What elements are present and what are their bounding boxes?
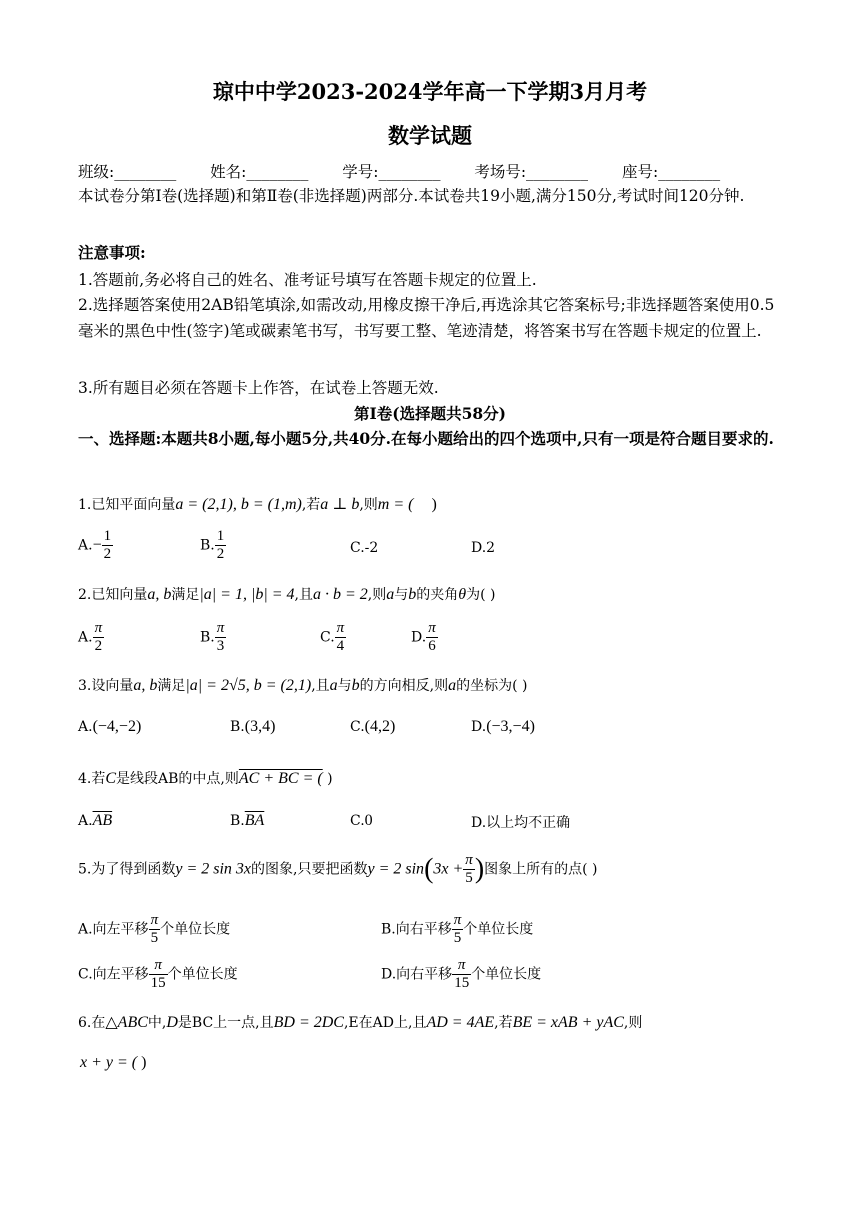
option-label: C. [320,629,335,646]
option-label: A.向左平移 [78,921,149,938]
option-label: B.向右平移 [381,921,452,938]
q2-stem-text: 满足 [171,587,200,603]
fraction-numerator: π [428,620,436,636]
q2-stem-text: 的夹角 [416,587,459,603]
q6-stem-math: D [166,1014,178,1031]
option-tail: 个单位长度 [463,921,534,938]
q1-stem-text: ) [431,496,437,513]
option-label: A. [78,629,93,646]
q1-option-b[interactable] [200,528,226,563]
q6-stem-text: 6.在 [78,1015,106,1031]
q4-stem-text: 是线段AB的中点,则 [116,771,239,787]
q4-option-a[interactable] [78,812,112,830]
option-fraction [452,957,471,992]
class-field[interactable]: 班级:________ [78,163,177,181]
notes-heading: 注意事项: [78,243,146,262]
q6-stem-text: ) [137,1054,147,1071]
q2-stem-text: ,且 [294,587,313,603]
q1-option-c[interactable]: C.-2 [350,540,379,556]
subject-title: 数学试题 [388,123,472,148]
fraction-denominator: 15 [150,975,166,991]
q3-option-b[interactable] [230,718,275,736]
option-label: C.向左平移 [78,966,149,983]
q2-stem-math: a [386,586,395,603]
q2-stem-math: |a| = 1, |b| = 4 [199,586,295,603]
option-value: $\overline{BA}$ [244,812,265,829]
q4-option-d[interactable]: D.以上均不正确 [471,815,571,831]
option-fraction [335,620,347,655]
fraction-numerator: π [216,620,225,636]
seat-field[interactable]: 座号:________ [621,163,721,181]
q1-stem-math: a = (2,1), b = (1,m) [175,496,302,513]
q1-stem-text: ,则 [359,497,378,513]
question-4 [78,768,333,788]
q1-stem-math: m = ( [377,496,414,513]
exam-room-field[interactable]: 考场号:________ [474,163,589,181]
note-item: 2.选择题答案使用2AB铅笔填涂,如需改动,用橡皮擦干净后,再选涂其它答案标号;非选择题答案使用0.5毫米的黑色中性(签字)笔或碳素笔书写，书写要工整、笔迹清楚，将答案书写在答题卡规定的位置上. [78,296,775,340]
q6-stem-math: x + y = ( [80,1054,138,1071]
option-fraction [149,912,161,947]
fraction-numerator: π [452,957,471,975]
q3-option-c[interactable] [350,718,395,736]
q3-option-a[interactable] [78,718,141,736]
option-label: B. [230,813,245,829]
option-value: $\overline{AB}$ [92,812,113,829]
option-label: B. [200,629,215,646]
q2-stem-text: ,则 [367,587,387,603]
option-label: A. [78,537,93,554]
question-6-line-2 [80,1054,146,1072]
student-info-row [78,160,788,182]
q5-stem-text: 的图象,只要把函数 [251,861,368,878]
section-instructions: 一、选择题:本题共8小题,每小题5分,共40分.在每小题给出的四个选项中,只有一项是符合题目要求的. [78,429,774,448]
q3-stem-text: ,且 [311,678,330,694]
q2-stem-math: b [408,586,417,603]
option-tail: 个单位长度 [160,921,231,938]
q3-stem-text: 的坐标为( ) [456,678,528,694]
option-value: 0 [364,812,373,829]
fraction-numerator: 1 [103,528,112,544]
q4-stem-text: ) [322,771,333,787]
option-label: B. [200,537,215,554]
fraction-denominator: 5 [465,870,473,886]
option-value: (−3,−4) [486,718,535,735]
option-value: (3,4) [244,718,276,735]
section-title: 第I卷(选择题共58分) [354,404,506,423]
option-label: C. [350,719,365,735]
q2-stem-text: 为( ) [466,587,496,603]
q3-stem-text: 满足 [157,678,186,694]
option-fraction [102,528,114,563]
q5-stem-text: 图象上所有的点( ) [484,861,598,878]
q5-stem-text: 5.为了得到函数 [78,861,176,878]
option-label: D. [411,629,427,646]
option-value: (4,2) [364,718,396,735]
q5-option-a[interactable] [78,912,230,947]
q6-stem-text: ,若 [494,1015,513,1031]
q2-option-d[interactable] [411,620,438,655]
q2-stem-math: a · b = 2 [313,586,368,603]
option-fraction [452,912,464,947]
note-item: 1.答题前,务必将自己的姓名、准考证号填写在答题卡规定的位置上. [78,271,537,289]
q6-stem-math: △ABC [105,1014,148,1031]
q6-stem-math: AD = 4AE [426,1014,495,1031]
q5-stem-math: y = 2 sin 3x [175,860,252,878]
q6-stem-text: 中, [147,1015,167,1031]
option-fraction [93,620,105,655]
exam-intro: 本试卷分第Ⅰ卷(选择题)和第Ⅱ卷(非选择题)两部分.本试卷共19小题,满分150分,考试时间120分钟. [78,187,745,205]
option-fraction [215,528,227,563]
q6-stem-text: ,则 [623,1015,643,1031]
fraction-denominator: 3 [216,638,225,654]
q1-stem-text: 1.已知平面向量 [78,497,176,513]
option-tail: 个单位长度 [167,966,238,983]
q5-stem-math: y = 2 sin [367,860,425,878]
q2-stem-text: 2.已知向量 [78,587,148,603]
fraction-denominator: 2 [103,546,112,562]
q1-stem-math: a ⊥ b [320,496,360,513]
option-label: B. [230,719,245,735]
q5-stem-math: 3x + [433,860,464,878]
fraction-denominator: 2 [94,638,103,654]
option-fraction [215,620,227,655]
q6-stem-math: BE = xAB + yAC [512,1014,624,1031]
q3-stem-text: 3.设向量 [78,678,134,694]
q3-stem-math: a, b [133,677,158,694]
fraction-numerator: π [150,912,159,928]
exam-title: 琼中中学2023-2024学年高一下学期3月月考 [212,79,648,104]
option-sign: − [92,536,102,554]
q3-stem-math: a [329,677,338,694]
q3-option-d[interactable] [471,718,535,736]
q3-stem-math: |a| = 2√5, b = (2,1) [185,677,312,694]
q3-stem-text: 的方向相反,则 [359,678,449,694]
q2-stem-math: θ [458,586,467,603]
q4-stem-math: AC + BC = ( [238,770,323,787]
fraction-numerator: π [94,620,103,636]
q4-stem-math: C [105,770,117,787]
fraction-numerator: π [465,852,473,868]
note-item: 3.所有题目必须在答题卡上作答，在试卷上答题无效. [78,379,439,397]
fraction-numerator: π [336,620,345,636]
student-id-field[interactable]: 学号:________ [342,163,441,181]
fraction-denominator: 15 [454,975,470,991]
q4-option-b[interactable] [230,812,264,830]
fraction-denominator: 5 [150,930,159,946]
option-tail: 个单位长度 [471,966,542,983]
q1-option-d[interactable]: D.2 [471,540,496,556]
q4-option-c[interactable] [350,812,373,830]
q6-stem-math: BD = 2DC [273,1014,344,1031]
q2-option-b[interactable] [200,620,226,655]
name-field[interactable]: 姓名:________ [210,163,309,181]
q2-stem-math: a, b [147,586,172,603]
option-label: C. [350,813,365,829]
q3-stem-math: b [351,677,360,694]
q3-stem-text: 与 [337,678,352,694]
option-label: D.向右平移 [381,966,453,983]
option-label: A. [78,813,93,829]
question-3 [78,675,527,695]
fraction-denominator: 5 [453,930,462,946]
q5-option-c[interactable] [78,957,238,992]
option-value: (−4,−2) [92,718,142,735]
question-2 [78,584,495,604]
option-fraction [426,620,438,655]
q5-option-d[interactable] [381,957,541,992]
option-label: D. [471,719,487,735]
option-fraction [149,957,168,992]
q2-option-a[interactable] [78,620,104,655]
q6-stem-text: 是BC上一点,且 [177,1015,274,1031]
q5-option-b[interactable] [381,912,533,947]
fraction-denominator: 2 [216,546,225,562]
fraction-denominator: 6 [428,638,436,654]
fraction-numerator: π [149,957,168,975]
question-5: 5.为了得到函数y = 2 sin 3x的图象,只要把函数y = 2 sin(3x + $\frac{\pi}{5}$ )图象上所有的点( ) [78,852,598,886]
question-6 [78,1012,642,1032]
q2-option-c[interactable] [320,620,346,655]
q2-stem-text: 与 [394,587,409,603]
fraction-numerator: π [453,912,462,928]
option-label: A. [78,719,93,735]
q4-stem-text: 4.若 [78,771,106,787]
fraction-numerator: 1 [216,528,225,544]
q6-stem-text: ,E在AD上,且 [343,1015,427,1031]
question-1 [78,494,437,514]
q3-stem-math: a [448,677,457,694]
q5-fraction [463,852,475,887]
fraction-denominator: 4 [336,638,345,654]
q1-option-a[interactable] [78,528,113,563]
q1-stem-text: ,若 [301,497,321,513]
